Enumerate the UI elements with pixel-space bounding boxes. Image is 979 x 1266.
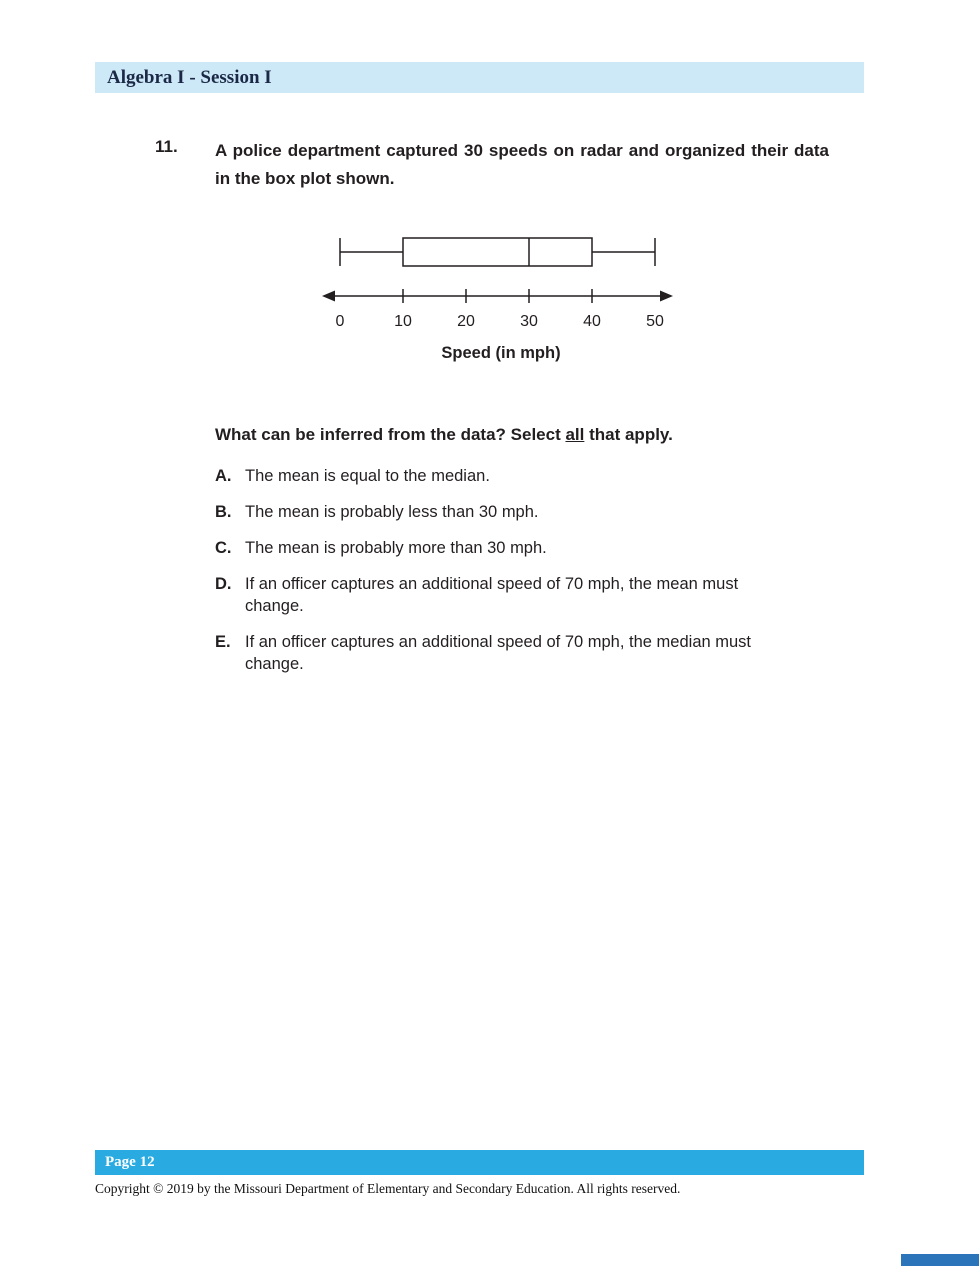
session-header-bar [95, 62, 864, 93]
question-stem: A police department captured 30 speeds on radar and organized their data in the box plot shown. [215, 141, 829, 188]
answer-options-list [215, 465, 815, 689]
option-letter: A. [215, 467, 232, 485]
svg-text:40: 40 [583, 313, 601, 330]
session-title: Algebra I - Session I [107, 66, 272, 88]
answer-option-d [215, 573, 815, 617]
page-number: Page 12 [105, 1154, 155, 1170]
corner-tab-decoration [901, 1254, 979, 1266]
answer-option-b [215, 501, 815, 523]
page-footer-bar [95, 1150, 864, 1175]
prompt-text-before: What can be inferred from the data? Select [215, 425, 566, 444]
svg-text:20: 20 [457, 313, 475, 330]
option-text: If an officer captures an additional speed of 70 mph, the median must change. [245, 633, 752, 673]
boxplot-figure [318, 226, 684, 363]
option-text: If an officer captures an additional speed of 70 mph, the mean must change. [245, 575, 739, 615]
answer-option-a [215, 465, 815, 487]
prompt-underlined-word: all [565, 425, 585, 444]
question-prompt [215, 425, 673, 445]
svg-text:50: 50 [646, 313, 664, 330]
x-axis-label: Speed (in mph) [441, 344, 561, 362]
option-text: The mean is probably less than 30 mph. [245, 503, 539, 521]
boxplot-chart [318, 226, 684, 336]
boxplot-svg [318, 226, 684, 336]
option-letter: D. [215, 575, 232, 593]
option-letter: C. [215, 539, 232, 557]
svg-text:30: 30 [520, 313, 538, 330]
prompt-text-after: that apply. [584, 425, 673, 444]
option-letter: B. [215, 503, 232, 521]
answer-option-c [215, 537, 815, 559]
svg-text:0: 0 [335, 313, 345, 330]
question-number: 11. [155, 137, 178, 156]
answer-option-e [215, 631, 815, 675]
option-text: The mean is probably more than 30 mph. [245, 539, 547, 557]
copyright-notice: Copyright © 2019 by the Missouri Department of Elementary and Secondary Education. All rights reserved. [95, 1181, 681, 1196]
option-text: The mean is equal to the median. [245, 467, 490, 485]
option-letter: E. [215, 633, 231, 651]
svg-text:10: 10 [394, 313, 412, 330]
